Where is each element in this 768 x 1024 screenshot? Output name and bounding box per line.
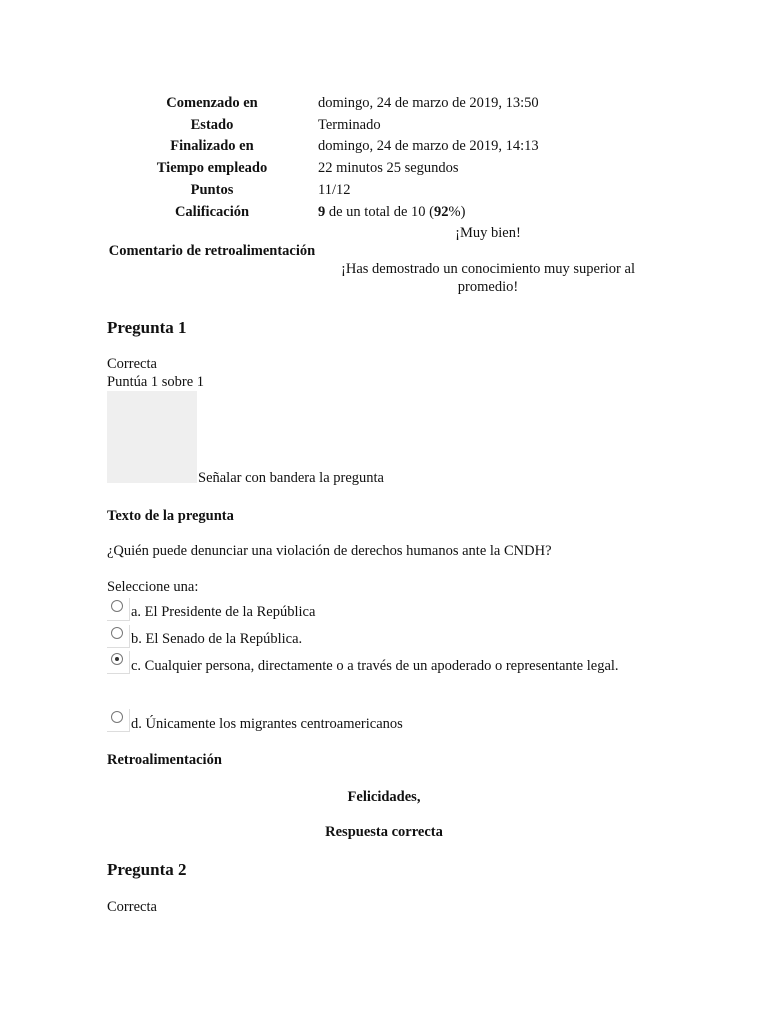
summary-value: domingo, 24 de marzo de 2019, 13:50 (318, 95, 539, 111)
grade-score: 9 (318, 204, 326, 220)
feedback-correct: Respuesta correcta (325, 824, 443, 840)
summary-label: Puntos (190, 182, 234, 198)
option-b-label[interactable]: b. El Senado de la República. (131, 631, 303, 647)
radio-circle-icon (111, 627, 123, 639)
summary-label: Estado (190, 117, 234, 133)
option-c-label[interactable]: c. Cualquier persona, directamente o a través de un apoderado o representante legal. (131, 658, 619, 674)
grade-percent: 92 (433, 204, 449, 220)
feedback-congrats: Felicidades, (347, 789, 421, 805)
radio-dot (115, 657, 119, 661)
question-text: ¿Quién puede denunciar una violación de derechos humanos ante la CNDH? (107, 543, 552, 559)
summary-label: Finalizado en (170, 138, 254, 154)
summary-value: Terminado (318, 117, 381, 133)
feedback-label: Comentario de retroalimentación (108, 243, 316, 259)
select-one-label: Seleccione una: (107, 579, 199, 595)
feedback-heading: Retroalimentación (107, 752, 222, 768)
option-d-label[interactable]: d. Únicamente los migrantes centroamericanos (131, 716, 403, 732)
question-1-score: Puntúa 1 sobre 1 (107, 374, 205, 390)
radio-option-c[interactable] (107, 651, 130, 674)
grade-mid: de un total de 10 ( (325, 204, 434, 220)
question-2-status: Correcta (107, 899, 157, 915)
question-1-title: Pregunta 1 (107, 318, 187, 337)
radio-option-a[interactable] (107, 598, 130, 621)
summary-label: Calificación (174, 204, 250, 220)
radio-selected-icon (111, 653, 123, 665)
radio-option-b[interactable] (107, 625, 130, 648)
option-a-label[interactable]: a. El Presidente de la República (131, 604, 316, 620)
summary-value: domingo, 24 de marzo de 2019, 14:13 (318, 138, 539, 154)
grade-value (318, 203, 465, 221)
flag-icon[interactable] (107, 391, 197, 483)
feedback-line-1: ¡Muy bien! (455, 225, 521, 241)
question-1-status: Correcta (107, 356, 157, 372)
radio-option-d[interactable] (107, 709, 130, 732)
summary-label: Tiempo empleado (156, 160, 268, 176)
grade-end: %) (448, 204, 466, 220)
summary-label: Comenzado en (166, 95, 258, 111)
summary-value: 11/12 (318, 182, 351, 198)
radio-circle-icon (111, 600, 123, 612)
radio-circle-icon (111, 711, 123, 723)
question-text-heading: Texto de la pregunta (107, 508, 234, 524)
flag-question-link[interactable]: Señalar con bandera la pregunta (198, 470, 384, 486)
summary-value: 22 minutos 25 segundos (318, 160, 459, 176)
question-2-title: Pregunta 2 (107, 860, 187, 879)
feedback-line-2: ¡Has demostrado un conocimiento muy superior al promedio! (341, 261, 635, 295)
